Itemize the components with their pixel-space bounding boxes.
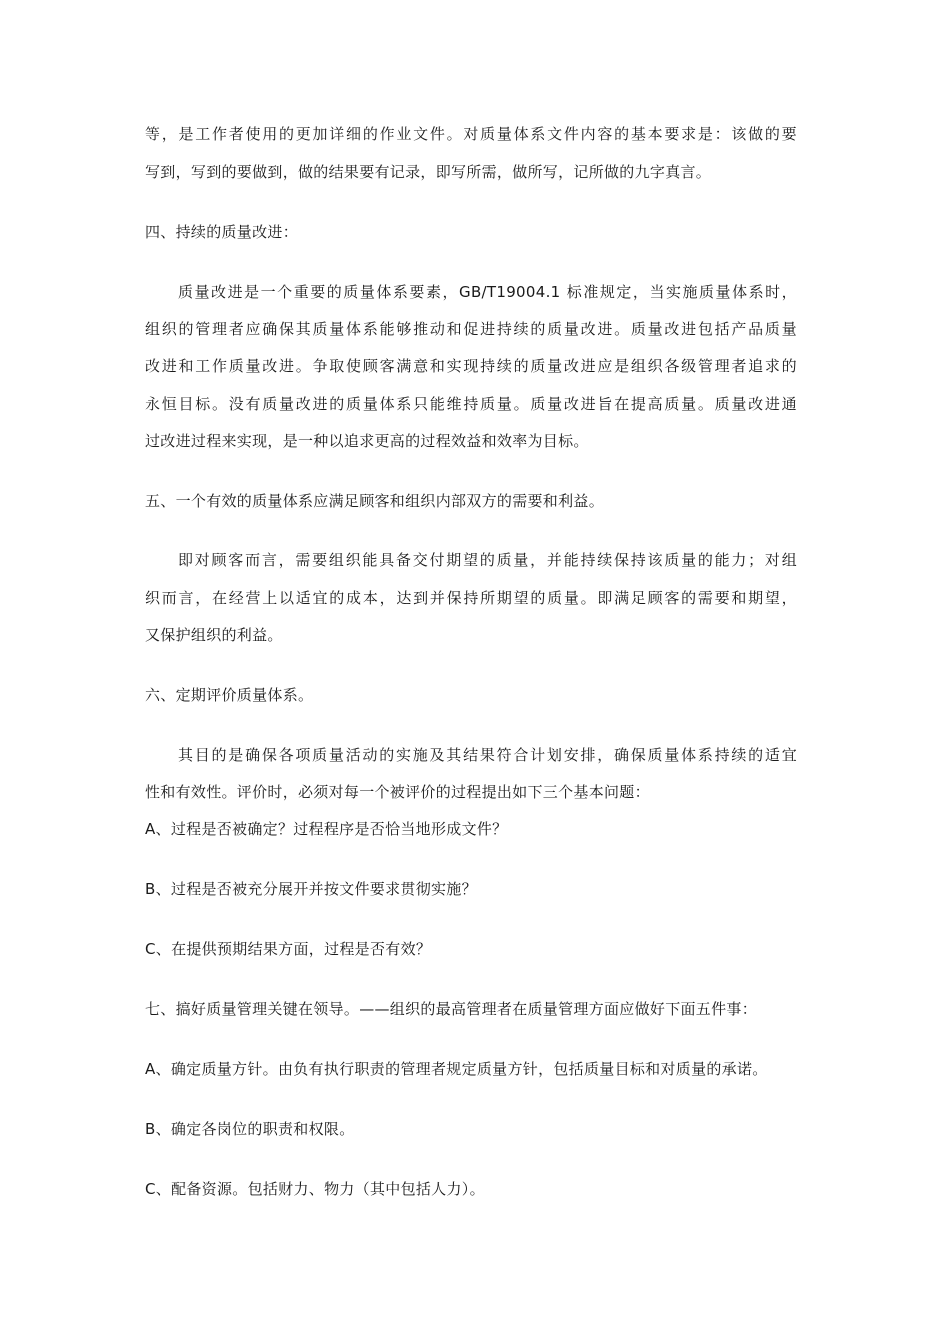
paragraph-line: 织而言，在经营上以适宜的成本，达到并保持所期望的质量。即满足顾客的需要和期望，	[145, 589, 797, 607]
paragraph-line: 写到，写到的要做到，做的结果要有记录，即写所需，做所写，记所做的九字真言。	[145, 163, 712, 181]
paragraph-line: 组织的管理者应确保其质量体系能够推动和促进持续的质量改进。质量改进包括产品质量	[145, 320, 797, 338]
section-heading: 四、持续的质量改进：	[145, 223, 299, 241]
paragraph-line: 等，是工作者使用的更加详细的作业文件。对质量体系文件内容的基本要求是：该做的要	[145, 125, 797, 143]
list-item: B、确定各岗位的职责和权限。	[145, 1120, 355, 1138]
paragraph-line: 其目的是确保各项质量活动的实施及其结果符合计划安排，确保质量体系持续的适宜	[178, 746, 797, 764]
paragraph-line: 即对顾客而言，需要组织能具备交付期望的质量，并能持续保持该质量的能力；对组	[178, 551, 797, 569]
list-item: A、确定质量方针。由负有执行职责的管理者规定质量方针，包括质量目标和对质量的承诺。	[145, 1060, 768, 1078]
paragraph-line: 永恒目标。没有质量改进的质量体系只能维持质量。质量改进旨在提高质量。质量改进通	[145, 395, 797, 413]
list-item: C、配备资源。包括财力、物力（其中包括人力）。	[145, 1180, 485, 1198]
section-heading: 五、一个有效的质量体系应满足顾客和组织内部双方的需要和利益。	[145, 492, 605, 510]
list-item: B、过程是否被充分展开并按文件要求贯彻实施？	[145, 880, 477, 898]
list-item: A、过程是否被确定？过程程序是否恰当地形成文件？	[145, 820, 508, 838]
section-heading: 七、搞好质量管理关键在领导。——组织的最高管理者在质量管理方面应做好下面五件事：	[145, 1000, 758, 1018]
list-item: C、在提供预期结果方面，过程是否有效？	[145, 940, 432, 958]
paragraph-line: 改进和工作质量改进。争取使顾客满意和实现持续的质量改进应是组织各级管理者追求的	[145, 357, 797, 375]
paragraph-line: 性和有效性。评价时，必须对每一个被评价的过程提出如下三个基本问题：	[145, 783, 650, 801]
section-heading: 六、定期评价质量体系。	[145, 686, 314, 704]
paragraph-line: 质量改进是一个重要的质量体系要素，GB/T19004.1 标准规定，当实施质量体系时，	[178, 283, 797, 301]
paragraph-line: 过改进过程来实现，是一种以追求更高的过程效益和效率为目标。	[145, 432, 589, 450]
paragraph-line: 又保护组织的利益。	[145, 626, 283, 644]
